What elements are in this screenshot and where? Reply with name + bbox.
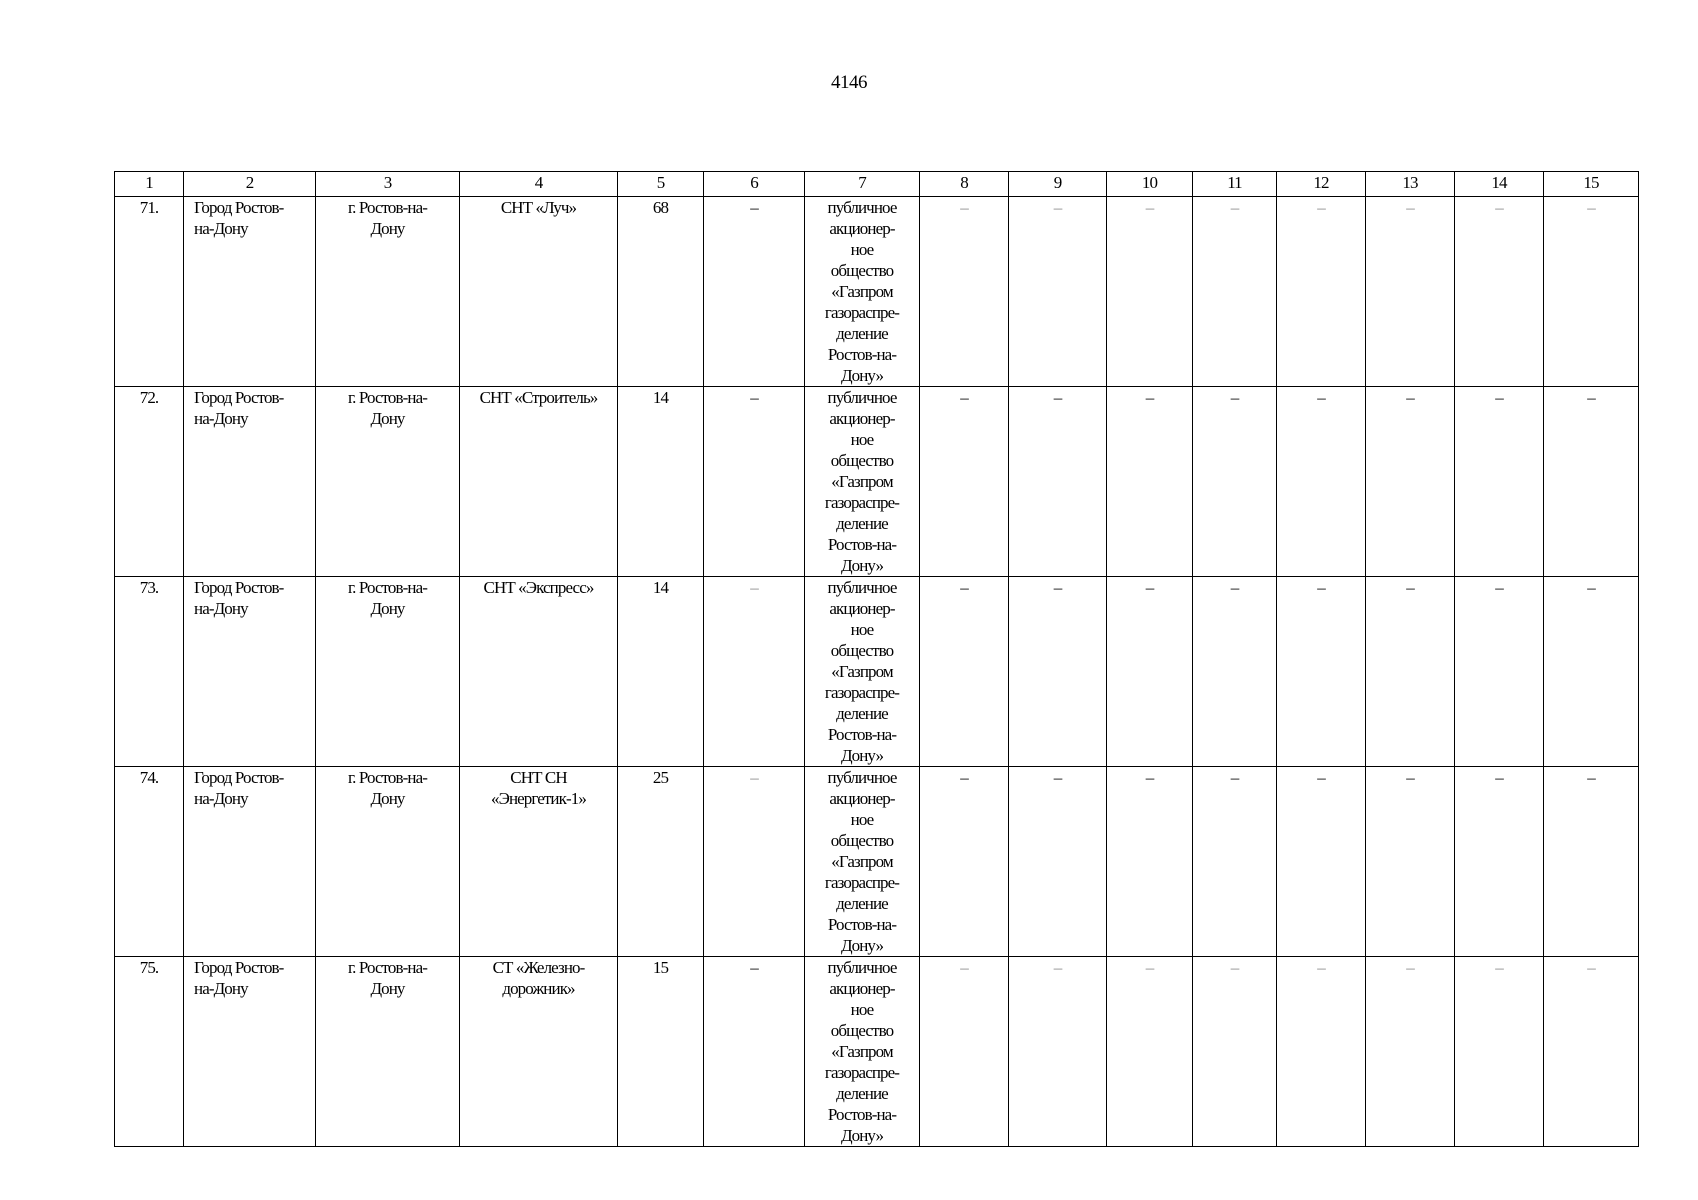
- column-13-cell: –: [1366, 387, 1455, 577]
- partnership-name-cell: СНТ СН «Энергетик-1»: [460, 767, 618, 957]
- column-9-cell: –: [1009, 387, 1107, 577]
- column-12-cell: –: [1277, 577, 1366, 767]
- header-cell: 5: [618, 172, 704, 197]
- page-number: 4146: [831, 72, 867, 93]
- locality-cell: г. Ростов-на- Дону: [316, 197, 460, 387]
- header-cell: 12: [1277, 172, 1366, 197]
- column-13-cell: –: [1366, 197, 1455, 387]
- column-11-cell: –: [1193, 197, 1277, 387]
- column-6-cell: –: [704, 197, 805, 387]
- header-cell: 7: [805, 172, 920, 197]
- column-10-cell: –: [1107, 957, 1193, 1147]
- column-14-cell: –: [1455, 197, 1544, 387]
- count-cell: 15: [618, 957, 704, 1147]
- column-10-cell: –: [1107, 577, 1193, 767]
- column-9-cell: –: [1009, 957, 1107, 1147]
- header-cell: 4: [460, 172, 618, 197]
- column-6-cell: –: [704, 387, 805, 577]
- operator-cell: публичное акционер- ное общество «Газпром газораспре- деление Ростов-на- Дону»: [805, 767, 920, 957]
- table-row: [115, 387, 1639, 577]
- count-cell: 25: [618, 767, 704, 957]
- column-8-cell: –: [920, 197, 1009, 387]
- header-cell: 14: [1455, 172, 1544, 197]
- column-13-cell: –: [1366, 577, 1455, 767]
- locality-cell: г. Ростов-на- Дону: [316, 387, 460, 577]
- row-number-cell: 71.: [115, 197, 184, 387]
- column-8-cell: –: [920, 957, 1009, 1147]
- column-6-cell: –: [704, 767, 805, 957]
- column-15-cell: –: [1544, 197, 1639, 387]
- column-14-cell: –: [1455, 577, 1544, 767]
- table-row: [115, 957, 1639, 1147]
- count-cell: 14: [618, 387, 704, 577]
- municipality-cell: Город Ростов- на-Дону: [184, 577, 316, 767]
- municipality-cell: Город Ростов- на-Дону: [184, 767, 316, 957]
- column-13-cell: –: [1366, 767, 1455, 957]
- header-cell: 2: [184, 172, 316, 197]
- partnership-name-cell: СНТ «Строитель»: [460, 387, 618, 577]
- row-number-cell: 75.: [115, 957, 184, 1147]
- partnership-name-cell: СНТ «Экспресс»: [460, 577, 618, 767]
- column-11-cell: –: [1193, 577, 1277, 767]
- column-11-cell: –: [1193, 767, 1277, 957]
- table-row: [115, 197, 1639, 387]
- table-body: [115, 197, 1639, 1147]
- column-8-cell: –: [920, 767, 1009, 957]
- column-9-cell: –: [1009, 197, 1107, 387]
- column-11-cell: –: [1193, 957, 1277, 1147]
- column-15-cell: –: [1544, 957, 1639, 1147]
- municipality-cell: Город Ростов- на-Дону: [184, 197, 316, 387]
- count-cell: 14: [618, 577, 704, 767]
- column-8-cell: –: [920, 577, 1009, 767]
- partnership-name-cell: СНТ «Луч»: [460, 197, 618, 387]
- column-12-cell: –: [1277, 387, 1366, 577]
- column-14-cell: –: [1455, 387, 1544, 577]
- locality-cell: г. Ростов-на- Дону: [316, 577, 460, 767]
- row-number-cell: 72.: [115, 387, 184, 577]
- column-10-cell: –: [1107, 387, 1193, 577]
- column-14-cell: –: [1455, 957, 1544, 1147]
- row-number-cell: 73.: [115, 577, 184, 767]
- table-row: [115, 767, 1639, 957]
- header-cell: 10: [1107, 172, 1193, 197]
- header-row: [115, 172, 1639, 197]
- column-9-cell: –: [1009, 767, 1107, 957]
- column-13-cell: –: [1366, 957, 1455, 1147]
- locality-cell: г. Ростов-на- Дону: [316, 767, 460, 957]
- column-15-cell: –: [1544, 767, 1639, 957]
- column-12-cell: –: [1277, 957, 1366, 1147]
- header-cell: 3: [316, 172, 460, 197]
- header-cell: 11: [1193, 172, 1277, 197]
- column-12-cell: –: [1277, 767, 1366, 957]
- operator-cell: публичное акционер- ное общество «Газпром газораспре- деление Ростов-на- Дону»: [805, 387, 920, 577]
- municipality-cell: Город Ростов- на-Дону: [184, 387, 316, 577]
- register-table: [114, 171, 1639, 1147]
- column-6-cell: –: [704, 957, 805, 1147]
- column-12-cell: –: [1277, 197, 1366, 387]
- header-cell: 9: [1009, 172, 1107, 197]
- header-cell: 8: [920, 172, 1009, 197]
- row-number-cell: 74.: [115, 767, 184, 957]
- column-6-cell: –: [704, 577, 805, 767]
- column-10-cell: –: [1107, 767, 1193, 957]
- header-cell: 1: [115, 172, 184, 197]
- table-header: [115, 172, 1639, 197]
- column-10-cell: –: [1107, 197, 1193, 387]
- operator-cell: публичное акционер- ное общество «Газпром газораспре- деление Ростов-на- Дону»: [805, 957, 920, 1147]
- partnership-name-cell: СТ «Железно- дорожник»: [460, 957, 618, 1147]
- table-row: [115, 577, 1639, 767]
- municipality-cell: Город Ростов- на-Дону: [184, 957, 316, 1147]
- header-cell: 15: [1544, 172, 1639, 197]
- operator-cell: публичное акционер- ное общество «Газпром газораспре- деление Ростов-на- Дону»: [805, 197, 920, 387]
- locality-cell: г. Ростов-на- Дону: [316, 957, 460, 1147]
- header-cell: 6: [704, 172, 805, 197]
- header-cell: 13: [1366, 172, 1455, 197]
- column-9-cell: –: [1009, 577, 1107, 767]
- column-15-cell: –: [1544, 387, 1639, 577]
- column-11-cell: –: [1193, 387, 1277, 577]
- column-15-cell: –: [1544, 577, 1639, 767]
- count-cell: 68: [618, 197, 704, 387]
- column-14-cell: –: [1455, 767, 1544, 957]
- operator-cell: публичное акционер- ное общество «Газпром газораспре- деление Ростов-на- Дону»: [805, 577, 920, 767]
- column-8-cell: –: [920, 387, 1009, 577]
